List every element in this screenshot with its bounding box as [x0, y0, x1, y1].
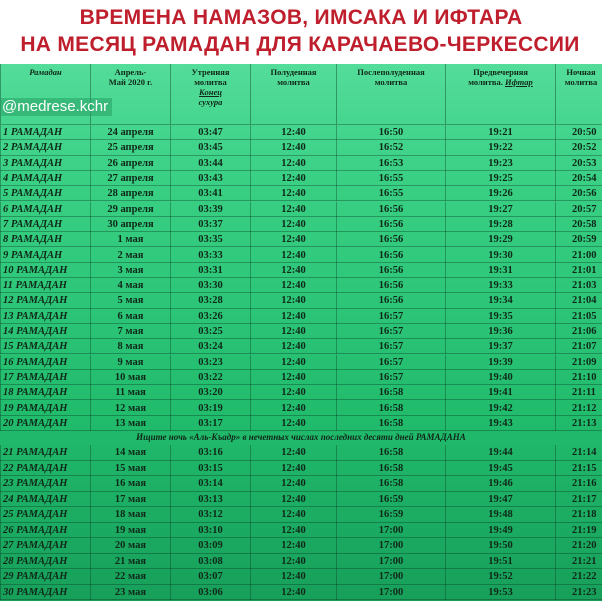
- maghrib-time-cell: 19:31: [445, 263, 555, 278]
- date-cell: 12 мая: [90, 400, 170, 415]
- date-cell: 30 апреля: [90, 217, 170, 232]
- dhuhr-time-cell: 12:40: [250, 461, 336, 477]
- isha-time-cell: 21:09: [555, 355, 602, 370]
- asr-time-cell: 16:59: [336, 492, 445, 508]
- date-cell: 3 мая: [90, 263, 170, 278]
- maghrib-time-cell: 19:40: [445, 370, 555, 385]
- isha-time-cell: 21:13: [555, 416, 602, 431]
- ramadan-day-cell: 18 РАМАДАН: [0, 385, 90, 400]
- fajr-time-cell: 03:31: [170, 263, 250, 278]
- date-cell: 25 апреля: [90, 140, 170, 155]
- maghrib-time-cell: 19:52: [445, 569, 555, 585]
- table-row: [0, 217, 602, 232]
- date-cell: 6 мая: [90, 309, 170, 324]
- maghrib-time-cell: 19:26: [445, 186, 555, 201]
- ramadan-day-cell: 13 РАМАДАН: [0, 309, 90, 324]
- date-cell: 7 мая: [90, 324, 170, 339]
- isha-time-cell: 21:20: [555, 538, 602, 554]
- ramadan-day-cell: 1 РАМАДАН: [0, 125, 90, 140]
- dhuhr-time-cell: 12:40: [250, 445, 336, 461]
- dhuhr-time-cell: 12:40: [250, 309, 336, 324]
- fajr-time-cell: 03:16: [170, 445, 250, 461]
- table-row: [0, 416, 602, 431]
- asr-time-cell: 16:58: [336, 461, 445, 477]
- date-cell: 26 апреля: [90, 156, 170, 171]
- ramadan-day-cell: 4 РАМАДАН: [0, 171, 90, 186]
- header-isha: Ночная молитва: [555, 64, 602, 124]
- ramadan-day-cell: 30 РАМАДАН: [0, 585, 90, 601]
- isha-time-cell: 21:10: [555, 370, 602, 385]
- header-date: Апрель- Май 2020 г.: [90, 64, 170, 124]
- maghrib-time-cell: 19:51: [445, 554, 555, 570]
- maghrib-time-cell: 19:50: [445, 538, 555, 554]
- ramadan-day-cell: 26 РАМАДАН: [0, 523, 90, 539]
- fajr-time-cell: 03:09: [170, 538, 250, 554]
- date-cell: 4 мая: [90, 278, 170, 293]
- asr-time-cell: 16:58: [336, 400, 445, 415]
- fajr-time-cell: 03:10: [170, 523, 250, 539]
- isha-time-cell: 21:04: [555, 293, 602, 308]
- asr-time-cell: 16:56: [336, 278, 445, 293]
- table-row: [0, 523, 602, 539]
- table-row: [0, 232, 602, 247]
- isha-time-cell: 20:57: [555, 202, 602, 217]
- asr-time-cell: 16:57: [336, 324, 445, 339]
- asr-time-cell: 16:50: [336, 125, 445, 140]
- maghrib-time-cell: 19:45: [445, 461, 555, 477]
- asr-time-cell: 16:57: [336, 309, 445, 324]
- maghrib-time-cell: 19:39: [445, 355, 555, 370]
- table-row: [0, 278, 602, 293]
- asr-time-cell: 16:55: [336, 171, 445, 186]
- dhuhr-time-cell: 12:40: [250, 355, 336, 370]
- fajr-time-cell: 03:30: [170, 278, 250, 293]
- maghrib-time-cell: 19:47: [445, 492, 555, 508]
- table-row: [0, 507, 602, 523]
- isha-time-cell: 21:01: [555, 263, 602, 278]
- laylat-al-qadr-notice: Ищите ночь «Аль-Къадр» в нечетных числах последних десяти дней РАМАДАНА: [136, 432, 466, 442]
- asr-time-cell: 16:59: [336, 507, 445, 523]
- date-cell: 14 мая: [90, 445, 170, 461]
- maghrib-time-cell: 19:21: [445, 125, 555, 140]
- asr-time-cell: 17:00: [336, 569, 445, 585]
- ramadan-day-cell: 14 РАМАДАН: [0, 324, 90, 339]
- isha-time-cell: 20:53: [555, 156, 602, 171]
- table-row: [0, 538, 602, 554]
- dhuhr-time-cell: 12:40: [250, 370, 336, 385]
- maghrib-time-cell: 19:41: [445, 385, 555, 400]
- date-cell: 1 мая: [90, 232, 170, 247]
- ramadan-day-cell: 8 РАМАДАН: [0, 232, 90, 247]
- fajr-time-cell: 03:23: [170, 355, 250, 370]
- isha-time-cell: 21:21: [555, 554, 602, 570]
- dhuhr-time-cell: 12:40: [250, 125, 336, 140]
- isha-time-cell: 20:59: [555, 232, 602, 247]
- fajr-time-cell: 03:25: [170, 324, 250, 339]
- row-divider: [0, 599, 602, 600]
- dhuhr-time-cell: 12:40: [250, 263, 336, 278]
- dhuhr-time-cell: 12:40: [250, 416, 336, 431]
- asr-time-cell: 17:00: [336, 585, 445, 601]
- isha-time-cell: 21:03: [555, 278, 602, 293]
- date-cell: 2 мая: [90, 247, 170, 262]
- dhuhr-time-cell: 12:40: [250, 339, 336, 354]
- dhuhr-time-cell: 12:40: [250, 476, 336, 492]
- date-cell: 24 апреля: [90, 125, 170, 140]
- isha-time-cell: 21:23: [555, 585, 602, 601]
- maghrib-time-cell: 19:34: [445, 293, 555, 308]
- table-row: [0, 400, 602, 415]
- ramadan-day-cell: 24 РАМАДАН: [0, 492, 90, 508]
- maghrib-time-cell: 19:44: [445, 445, 555, 461]
- date-cell: 23 мая: [90, 585, 170, 601]
- maghrib-time-cell: 19:49: [445, 523, 555, 539]
- date-cell: 20 мая: [90, 538, 170, 554]
- isha-time-cell: 20:56: [555, 186, 602, 201]
- asr-time-cell: 16:53: [336, 156, 445, 171]
- header-asr: Послеполуденная молитва: [336, 64, 445, 124]
- date-cell: 11 мая: [90, 385, 170, 400]
- table-row: [0, 263, 602, 278]
- ramadan-day-cell: 27 РАМАДАН: [0, 538, 90, 554]
- fajr-time-cell: 03:06: [170, 585, 250, 601]
- isha-time-cell: 20:58: [555, 217, 602, 232]
- date-cell: 21 мая: [90, 554, 170, 570]
- isha-time-cell: 21:17: [555, 492, 602, 508]
- table-row: [0, 492, 602, 508]
- date-cell: 28 апреля: [90, 186, 170, 201]
- dhuhr-time-cell: 12:40: [250, 232, 336, 247]
- maghrib-time-cell: 19:46: [445, 476, 555, 492]
- maghrib-time-cell: 19:53: [445, 585, 555, 601]
- dhuhr-time-cell: 12:40: [250, 523, 336, 539]
- maghrib-time-cell: 19:43: [445, 416, 555, 431]
- maghrib-time-cell: 19:37: [445, 339, 555, 354]
- prayer-times-table: [0, 64, 602, 601]
- fajr-time-cell: 03:20: [170, 385, 250, 400]
- maghrib-time-cell: 19:28: [445, 217, 555, 232]
- page-subtitle: НА МЕСЯЦ РАМАДАН ДЛЯ КАРАЧАЕВО-ЧЕРКЕССИИ: [20, 33, 580, 56]
- asr-time-cell: 16:57: [336, 339, 445, 354]
- fajr-time-cell: 03:14: [170, 476, 250, 492]
- ramadan-day-cell: 15 РАМАДАН: [0, 339, 90, 354]
- date-cell: 10 мая: [90, 370, 170, 385]
- fajr-time-cell: 03:24: [170, 339, 250, 354]
- table-row: [0, 585, 602, 601]
- dhuhr-time-cell: 12:40: [250, 171, 336, 186]
- asr-time-cell: 16:57: [336, 370, 445, 385]
- asr-time-cell: 16:58: [336, 385, 445, 400]
- ramadan-day-cell: 21 РАМАДАН: [0, 445, 90, 461]
- fajr-time-cell: 03:19: [170, 400, 250, 415]
- maghrib-time-cell: 19:23: [445, 156, 555, 171]
- isha-time-cell: 21:12: [555, 400, 602, 415]
- maghrib-time-cell: 19:22: [445, 140, 555, 155]
- ramadan-day-cell: 7 РАМАДАН: [0, 217, 90, 232]
- fajr-time-cell: 03:15: [170, 461, 250, 477]
- isha-time-cell: 20:50: [555, 125, 602, 140]
- isha-time-cell: 21:05: [555, 309, 602, 324]
- instagram-watermark: @medrese.kchr: [0, 98, 112, 116]
- asr-time-cell: 17:00: [336, 554, 445, 570]
- dhuhr-time-cell: 12:40: [250, 278, 336, 293]
- table-row: [0, 355, 602, 370]
- ramadan-day-cell: 16 РАМАДАН: [0, 355, 90, 370]
- date-cell: 13 мая: [90, 416, 170, 431]
- dhuhr-time-cell: 12:40: [250, 585, 336, 601]
- dhuhr-time-cell: 12:40: [250, 202, 336, 217]
- asr-time-cell: 16:58: [336, 416, 445, 431]
- fajr-time-cell: 03:39: [170, 202, 250, 217]
- fajr-time-cell: 03:28: [170, 293, 250, 308]
- table-row: [0, 140, 602, 155]
- table-row: [0, 125, 602, 140]
- asr-time-cell: 16:56: [336, 217, 445, 232]
- dhuhr-time-cell: 12:40: [250, 569, 336, 585]
- dhuhr-time-cell: 12:40: [250, 247, 336, 262]
- fajr-time-cell: 03:37: [170, 217, 250, 232]
- dhuhr-time-cell: 12:40: [250, 140, 336, 155]
- ramadan-day-cell: 6 РАМАДАН: [0, 202, 90, 217]
- isha-time-cell: 21:07: [555, 339, 602, 354]
- dhuhr-time-cell: 12:40: [250, 385, 336, 400]
- ramadan-day-cell: 19 РАМАДАН: [0, 400, 90, 415]
- ramadan-day-cell: 3 РАМАДАН: [0, 156, 90, 171]
- isha-time-cell: 21:00: [555, 247, 602, 262]
- ramadan-day-cell: 29 РАМАДАН: [0, 569, 90, 585]
- table-row: [0, 156, 602, 171]
- ramadan-day-cell: 11 РАМАДАН: [0, 278, 90, 293]
- date-cell: 15 мая: [90, 461, 170, 477]
- ramadan-day-cell: 23 РАМАДАН: [0, 476, 90, 492]
- fajr-time-cell: 03:08: [170, 554, 250, 570]
- date-cell: 16 мая: [90, 476, 170, 492]
- table-row: [0, 461, 602, 477]
- isha-time-cell: 21:22: [555, 569, 602, 585]
- maghrib-time-cell: 19:27: [445, 202, 555, 217]
- maghrib-time-cell: 19:29: [445, 232, 555, 247]
- fajr-time-cell: 03:07: [170, 569, 250, 585]
- maghrib-time-cell: 19:25: [445, 171, 555, 186]
- date-cell: 19 мая: [90, 523, 170, 539]
- date-cell: 22 мая: [90, 569, 170, 585]
- date-cell: 5 мая: [90, 293, 170, 308]
- fajr-time-cell: 03:26: [170, 309, 250, 324]
- table-row: [0, 370, 602, 385]
- date-cell: 27 апреля: [90, 171, 170, 186]
- isha-time-cell: 20:54: [555, 171, 602, 186]
- title-band: [0, 0, 602, 64]
- table-row: [0, 476, 602, 492]
- date-cell: 17 мая: [90, 492, 170, 508]
- date-cell: 29 апреля: [90, 202, 170, 217]
- table-row: [0, 554, 602, 570]
- table-row: [0, 569, 602, 585]
- fajr-time-cell: 03:17: [170, 416, 250, 431]
- page-title: ВРЕМЕНА НАМАЗОВ, ИМСАКА И ИФТАРА: [79, 6, 523, 29]
- asr-time-cell: 16:56: [336, 247, 445, 262]
- header-dhuhr: Полуденная молитва: [250, 64, 336, 124]
- isha-time-cell: 21:06: [555, 324, 602, 339]
- isha-time-cell: 21:15: [555, 461, 602, 477]
- isha-time-cell: 21:11: [555, 385, 602, 400]
- dhuhr-time-cell: 12:40: [250, 217, 336, 232]
- maghrib-time-cell: 19:36: [445, 324, 555, 339]
- asr-time-cell: 17:00: [336, 523, 445, 539]
- ramadan-day-cell: 28 РАМАДАН: [0, 554, 90, 570]
- asr-time-cell: 16:58: [336, 476, 445, 492]
- header-maghrib: Предвечерняя молитва. Ифтар: [445, 64, 555, 124]
- row-divider: [0, 430, 602, 431]
- asr-time-cell: 17:00: [336, 538, 445, 554]
- asr-time-cell: 16:56: [336, 293, 445, 308]
- fajr-time-cell: 03:13: [170, 492, 250, 508]
- fajr-time-cell: 03:44: [170, 156, 250, 171]
- asr-time-cell: 16:58: [336, 445, 445, 461]
- table-row: [0, 309, 602, 324]
- dhuhr-time-cell: 12:40: [250, 507, 336, 523]
- dhuhr-time-cell: 12:40: [250, 538, 336, 554]
- maghrib-time-cell: 19:33: [445, 278, 555, 293]
- isha-time-cell: 21:14: [555, 445, 602, 461]
- table-row: [0, 186, 602, 201]
- dhuhr-time-cell: 12:40: [250, 186, 336, 201]
- table-row: [0, 324, 602, 339]
- dhuhr-time-cell: 12:40: [250, 156, 336, 171]
- table-row: [0, 293, 602, 308]
- maghrib-time-cell: 19:42: [445, 400, 555, 415]
- dhuhr-time-cell: 12:40: [250, 293, 336, 308]
- asr-time-cell: 16:52: [336, 140, 445, 155]
- dhuhr-time-cell: 12:40: [250, 554, 336, 570]
- date-cell: 8 мая: [90, 339, 170, 354]
- isha-time-cell: 21:19: [555, 523, 602, 539]
- table-row: [0, 247, 602, 262]
- asr-time-cell: 16:57: [336, 355, 445, 370]
- dhuhr-time-cell: 12:40: [250, 324, 336, 339]
- table-row: [0, 339, 602, 354]
- ramadan-day-cell: 12 РАМАДАН: [0, 293, 90, 308]
- header-ramadan: Рамадан: [0, 64, 90, 124]
- asr-time-cell: 16:55: [336, 186, 445, 201]
- ramadan-day-cell: 20 РАМАДАН: [0, 416, 90, 431]
- ramadan-day-cell: 9 РАМАДАН: [0, 247, 90, 262]
- table-row: [0, 171, 602, 186]
- table-row: [0, 202, 602, 217]
- ramadan-day-cell: 22 РАМАДАН: [0, 461, 90, 477]
- fajr-time-cell: 03:43: [170, 171, 250, 186]
- header-fajr: Утренняя молитва Конец сухура: [170, 64, 250, 124]
- isha-time-cell: 21:18: [555, 507, 602, 523]
- fajr-time-cell: 03:33: [170, 247, 250, 262]
- dhuhr-time-cell: 12:40: [250, 400, 336, 415]
- asr-time-cell: 16:56: [336, 232, 445, 247]
- isha-time-cell: 21:16: [555, 476, 602, 492]
- fajr-time-cell: 03:47: [170, 125, 250, 140]
- isha-time-cell: 20:52: [555, 140, 602, 155]
- maghrib-time-cell: 19:35: [445, 309, 555, 324]
- ramadan-day-cell: 10 РАМАДАН: [0, 263, 90, 278]
- ramadan-day-cell: 25 РАМАДАН: [0, 507, 90, 523]
- date-cell: 9 мая: [90, 355, 170, 370]
- maghrib-time-cell: 19:48: [445, 507, 555, 523]
- ramadan-day-cell: 2 РАМАДАН: [0, 140, 90, 155]
- date-cell: 18 мая: [90, 507, 170, 523]
- table-row: [0, 385, 602, 400]
- fajr-time-cell: 03:45: [170, 140, 250, 155]
- fajr-time-cell: 03:41: [170, 186, 250, 201]
- table-row: [0, 445, 602, 461]
- maghrib-time-cell: 19:30: [445, 247, 555, 262]
- asr-time-cell: 16:56: [336, 202, 445, 217]
- asr-time-cell: 16:56: [336, 263, 445, 278]
- dhuhr-time-cell: 12:40: [250, 492, 336, 508]
- ramadan-day-cell: 17 РАМАДАН: [0, 370, 90, 385]
- fajr-time-cell: 03:35: [170, 232, 250, 247]
- fajr-time-cell: 03:12: [170, 507, 250, 523]
- fajr-time-cell: 03:22: [170, 370, 250, 385]
- ramadan-day-cell: 5 РАМАДАН: [0, 186, 90, 201]
